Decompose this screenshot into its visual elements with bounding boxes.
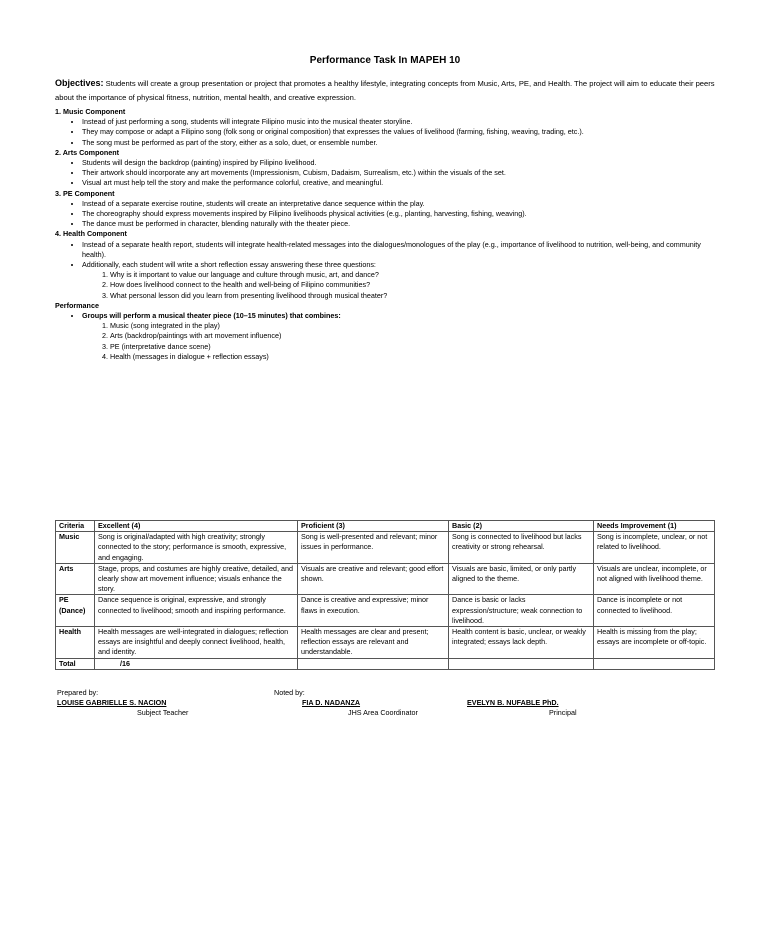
table-cell: Visuals are creative and relevant; good effort shown.	[298, 563, 449, 595]
health-component-list	[55, 240, 715, 271]
document-title: Performance Task In MAPEH 10	[309, 55, 461, 66]
table-row	[56, 563, 715, 595]
table-row	[56, 532, 715, 564]
list-item: • Instead of just performing a song, students will integrate Filipino music into the musical theater storyline.	[82, 117, 715, 127]
table-header-cell: Basic (2)	[449, 521, 594, 532]
performance-items-list	[55, 321, 715, 362]
noted-by-block	[274, 688, 418, 719]
prepared-by-role: Subject Teacher	[137, 708, 189, 718]
list-item: • Instead of a separate exercise routine, students will create an interpretative dance sequence within the play.	[82, 199, 715, 209]
table-header-cell: Proficient (3)	[298, 521, 449, 532]
list-item: • Instead of a separate health report, students will integrate health-related messages into the dialogues/monologues of the play (e.g., importance of livelihood to nutrition, well-being, and community health).	[82, 240, 715, 260]
table-cell: Dance is basic or lacks expression/structure; weak connection to livelihood.	[449, 595, 594, 627]
list-item: 4. Health (messages in dialogue + reflection essays)	[110, 352, 715, 362]
table-header-cell: Needs Improvement (1)	[594, 521, 715, 532]
table-row	[56, 627, 715, 659]
list-item: • The choreography should express movements inspired by Filipino livelihoods physical activities (e.g., planting, harvesting, fishing, weaving).	[82, 209, 715, 219]
principal-block	[467, 698, 577, 718]
list-item: • The dance must be performed in character, blending naturally with the theater piece.	[82, 219, 715, 229]
table-header-row	[56, 521, 715, 532]
list-item: 1. Music (song integrated in the play)	[110, 321, 715, 331]
noted-by-role-2: Principal	[549, 708, 577, 718]
objectives-text: Students will create a group presentation or project that promotes a healthy lifestyle, integrating concepts from Music, Arts, PE, and Health. The project will aim to educate their peers about the importance of physical fitness, nutrition, mental health, and creative expression.	[55, 79, 715, 102]
noted-by-label: Noted by:	[274, 688, 305, 697]
table-cell: Music	[56, 532, 95, 564]
table-cell: Visuals are unclear, incomplete, or not aligned with livelihood theme.	[594, 563, 715, 595]
table-cell: Visuals are basic, limited, or only partly aligned to the theme.	[449, 563, 594, 595]
list-item: • The song must be performed as part of the story, either as a solo, duet, or ensemble number.	[82, 138, 715, 148]
objectives-paragraph	[55, 76, 715, 105]
reflection-questions-list	[55, 270, 715, 301]
table-header-cell: Excellent (4)	[95, 521, 298, 532]
objectives-label: Objectives:	[55, 78, 104, 88]
noted-by-name-2: EVELYN B. NUFABLE PhD.	[467, 698, 559, 707]
list-item: 3. What personal lesson did you learn from presenting livelihood through musical theater?	[110, 291, 715, 301]
rubric-table	[55, 520, 715, 670]
table-cell: Health messages are well-integrated in dialogues; reflection essays are insightful and deeply connect livelihood, health, and identity.	[95, 627, 298, 659]
table-cell: Stage, props, and costumes are highly creative, detailed, and clearly show art movement influence; visuals enhance the story.	[95, 563, 298, 595]
table-cell: Health	[56, 627, 95, 659]
noted-by-name-1: FIA D. NADANZA	[302, 698, 361, 708]
arts-component-list	[55, 158, 715, 189]
prepared-by-block	[57, 688, 188, 719]
table-cell: PE (Dance)	[56, 595, 95, 627]
music-component-list	[55, 117, 715, 148]
table-cell	[298, 658, 449, 669]
table-cell: Arts	[56, 563, 95, 595]
total-value	[95, 658, 298, 669]
list-item: 1. Why is it important to value our language and culture through music, art, and dance?	[110, 270, 715, 280]
table-cell: Health content is basic, unclear, or weakly integrated; essays lack depth.	[449, 627, 594, 659]
list-item: 2. Arts (backdrop/paintings with art movement influence)	[110, 331, 715, 341]
table-cell: Song is well-presented and relevant; minor issues in performance.	[298, 532, 449, 564]
components-section	[55, 107, 715, 362]
list-item: 3. PE (interpretative dance scene)	[110, 342, 715, 352]
music-component-heading: 1. Music Component	[55, 107, 126, 116]
prepared-by-name: LOUISE GABRIELLE S. NACION	[57, 698, 167, 708]
list-item: • Their artwork should incorporate any art movements (Impressionism, Cubism, Dadaism, Surrealism, etc.) within the visuals of the set.	[82, 168, 715, 178]
table-cell: Song is incomplete, unclear, or not related to livelihood.	[594, 532, 715, 564]
table-cell: Song is connected to livelihood but lacks creativity or strong rehearsal.	[449, 532, 594, 564]
table-cell: Dance is incomplete or not connected to livelihood.	[594, 595, 715, 627]
table-row	[56, 595, 715, 627]
arts-component-heading: 2. Arts Component	[55, 147, 120, 157]
table-cell: Health is missing from the play; essays are incomplete or off-topic.	[594, 627, 715, 659]
health-component-heading: 4. Health Component	[55, 229, 127, 239]
list-item: • Students will design the backdrop (painting) inspired by Filipino livelihood.	[82, 158, 715, 168]
prepared-by-label: Prepared by:	[57, 688, 99, 697]
table-cell: Health messages are clear and present; reflection essays are relevant and understandable.	[298, 627, 449, 659]
total-label: Total	[56, 658, 95, 669]
table-total-row	[56, 658, 715, 669]
table-cell: Dance sequence is original, expressive, and strongly connected to livelihood; smooth and inspiring performance.	[95, 595, 298, 627]
table-cell: Song is original/adapted with high creativity; strongly connected to the story; performance is smooth, expressive, and engaging.	[95, 532, 298, 564]
list-item: • They may compose or adapt a Filipino song (folk song or original composition) that expresses the values of livelihood (farming, fishing, weaving, trading, etc.).	[82, 127, 715, 137]
pe-component-list	[55, 199, 715, 230]
list-item: • Groups will perform a musical theater piece (10–15 minutes) that combines:	[82, 311, 715, 321]
performance-heading: Performance	[55, 300, 99, 310]
noted-by-role-1: JHS Area Coordinator	[348, 708, 418, 718]
table-cell	[449, 658, 594, 669]
table-cell: Dance is creative and expressive; minor flaws in execution.	[298, 595, 449, 627]
table-cell	[594, 658, 715, 669]
total-score: /16	[120, 658, 130, 668]
list-item: • Visual art must help tell the story and make the performance colorful, creative, and meaningful.	[82, 178, 715, 188]
list-item: • Additionally, each student will write a short reflection essay answering these three questions:	[82, 260, 715, 270]
pe-component-heading: 3. PE Component	[55, 188, 115, 198]
list-item: 2. How does livelihood connect to the health and well-being of Filipino communities?	[110, 280, 715, 290]
performance-list	[55, 311, 715, 321]
table-header-cell: Criteria	[56, 521, 95, 532]
